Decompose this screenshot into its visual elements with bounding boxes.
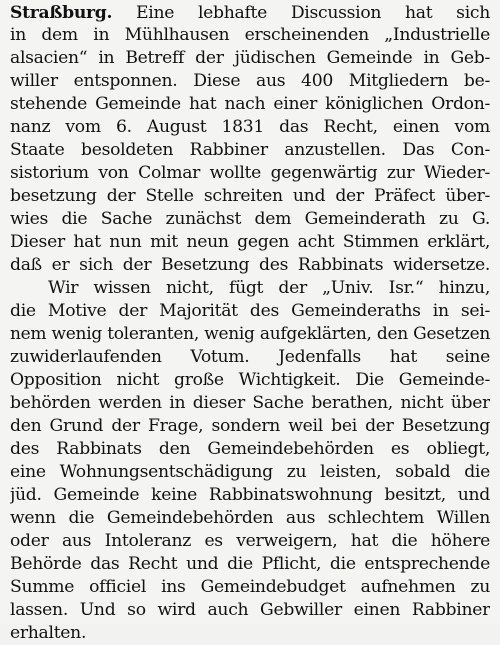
- text-line: besetzung der Stelle schreiten und der Präfect über-: [10, 186, 490, 206]
- text-line: daß er sich der Besetzung des Rabbinats widersetze.: [10, 255, 490, 275]
- text-line: Opposition nicht große Wichtigkeit. Die Gemeinde-: [10, 370, 490, 390]
- text-line: nem wenig toleranten, wenig aufgeklärten, den Gesetzen: [10, 324, 490, 344]
- text-line: jüd. Gemeinde keine Rabbinatswohnung besitzt, und: [10, 485, 490, 505]
- text-line-last: erhalten.: [10, 623, 87, 643]
- dateline-text: Eine lebhafte Discussion hat sich: [112, 3, 490, 23]
- text-line-paragraph-start: Wir wissen nicht, fügt der „Univ. Isr.“ hinzu,: [48, 278, 490, 298]
- text-line: Dieser hat nun mit neun gegen acht Stimmen erklärt,: [10, 232, 490, 252]
- dateline-place: Straßburg.: [10, 3, 113, 23]
- text-line: Summe officiel ins Gemeindebudget aufnehmen zu: [10, 577, 490, 597]
- text-line: wies die Sache zunächst dem Gemeinderath zu G.: [10, 209, 490, 229]
- text-line: eine Wohnungsentschädigung zu leisten, sobald die: [10, 462, 490, 482]
- text-line: willer entsponnen. Diese aus 400 Mitgliedern be-: [10, 71, 490, 91]
- text-line: wenn die Gemeindebehörden aus schlechtem Willen: [10, 508, 490, 528]
- text-line: des Rabbinats den Gemeindebehörden es obliegt,: [10, 439, 490, 459]
- text-line: stehende Gemeinde hat nach einer königlichen Ordon-: [10, 94, 490, 114]
- text-line: den Grund der Frage, sondern weil bei der Besetzung: [10, 416, 490, 436]
- text-line: behörden werden in dieser Sache berathen, nicht über: [10, 393, 490, 413]
- text-line: die Motive der Majorität des Gemeinderaths in sei-: [10, 301, 490, 321]
- text-line: alsacien“ in Betreff der jüdischen Gemeinde in Geb-: [10, 48, 490, 68]
- text-line: Staate besoldeten Rabbiner anzustellen. Das Con-: [10, 140, 490, 160]
- text-line: lassen. Und so wird auch Gebwiller einen Rabbiner: [10, 600, 490, 620]
- text-line: Behörde das Recht und die Pflicht, die entsprechende: [10, 554, 490, 574]
- text-line: zuwiderlaufenden Votum. Jedenfalls hat seine: [10, 347, 490, 367]
- text-line: nanz vom 6. August 1831 das Recht, einen vom: [10, 117, 490, 137]
- text-line: sistorium von Colmar wollte gegenwärtig zur Wieder-: [10, 163, 490, 183]
- text-line-heading: [10, 1, 490, 25]
- text-line: oder aus Intoleranz es verweigern, hat die höhere: [10, 531, 490, 551]
- text-line: in dem in Mühlhausen erscheinenden „Industrielle: [10, 25, 490, 45]
